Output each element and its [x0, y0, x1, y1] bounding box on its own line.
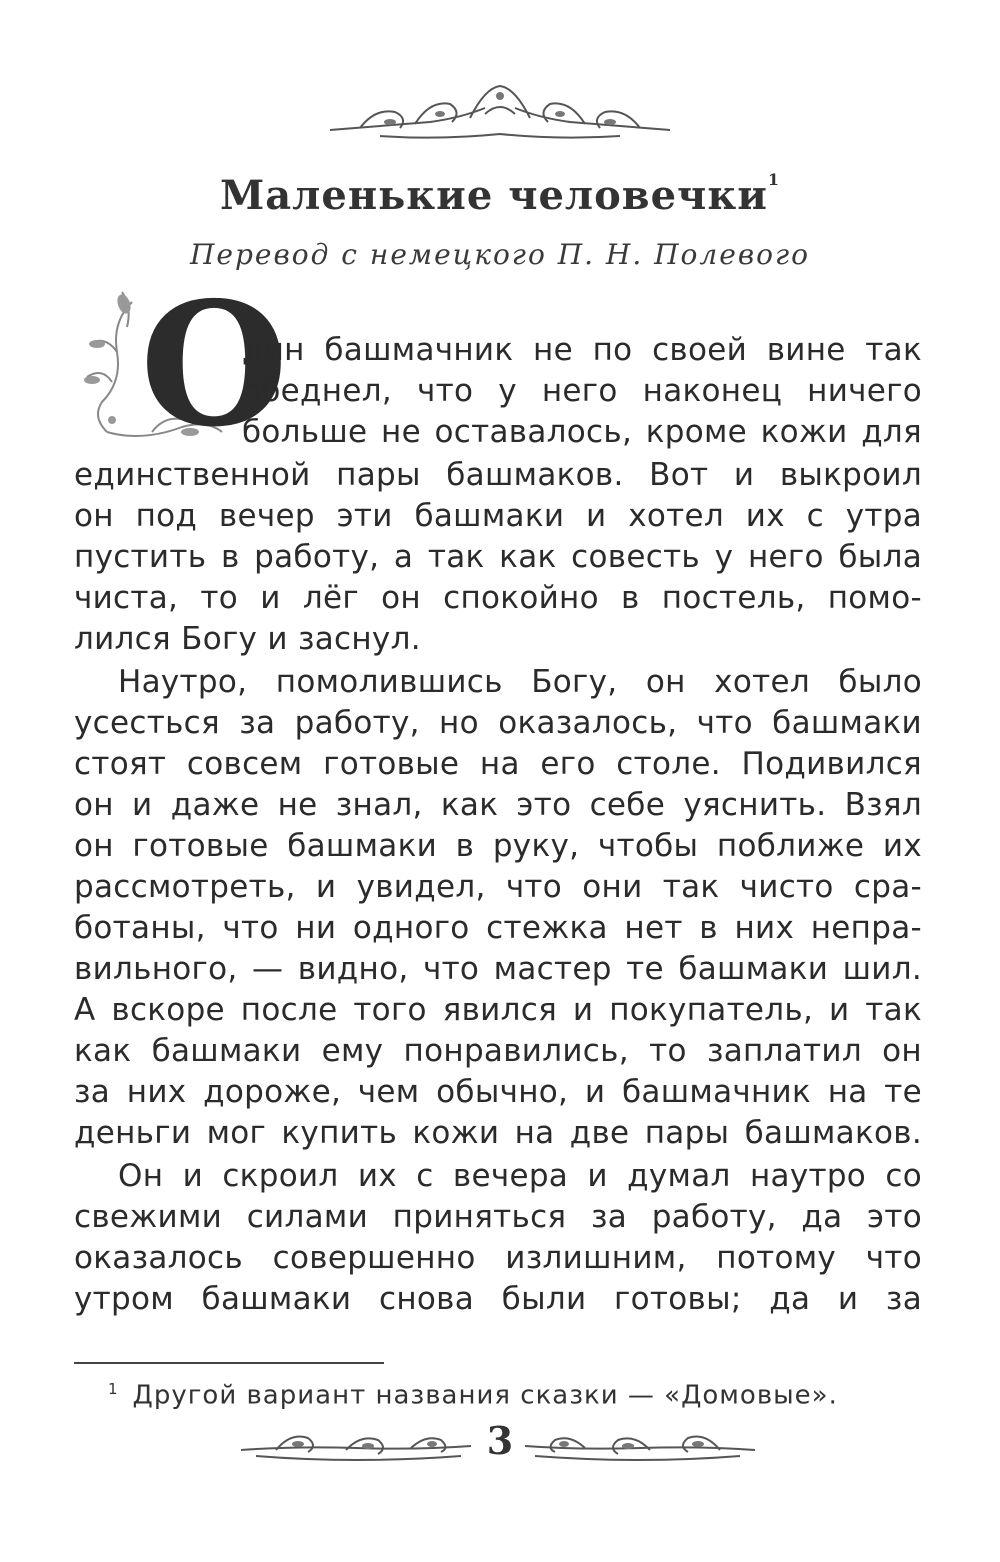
text-line: чиста, то и лёг он спокойно в постель, помо-: [74, 580, 922, 616]
footnote-mark: 1: [108, 1380, 119, 1398]
text-line: за них дороже, чем обычно, и башмачник на те: [74, 1074, 922, 1110]
text-line: стоят совсем готовые на его столе. Подивился: [74, 746, 922, 782]
drop-cap: [72, 265, 289, 465]
page-title: Маленькие человечки$^1$: [219, 170, 781, 219]
text-line: вильного, — видно, что мастер те башмаки шил.: [74, 951, 922, 987]
top-floral-ornament-icon: [320, 78, 680, 150]
footnote-divider: [74, 1362, 384, 1364]
text-line: оказалось совершенно излишним, потому что: [74, 1240, 922, 1276]
page-number: 3: [486, 1418, 514, 1463]
text-line: пустить в работу, а так как совесть у него была: [74, 539, 922, 575]
footer-right-ornament-icon: [520, 1420, 760, 1472]
text-line: дин башмачник не по своей вине так: [242, 332, 922, 368]
text-line: единственной пары башмаков. Вот и выкроил: [74, 457, 922, 493]
footnote-text: Другой вариант названия сказки — «Домовые».: [132, 1380, 838, 1411]
text-line: А вскоре после того явился и покупатель, и так: [74, 992, 922, 1028]
text-line: как башмаки ему понравились, то заплатил он: [74, 1033, 922, 1069]
footer-left-ornament-icon: [236, 1420, 476, 1472]
translator-subtitle: Перевод с немецкого П. Н. Полевого: [190, 238, 810, 271]
text-line: обеднел, что у него наконец ничего: [242, 373, 922, 409]
text-line: Наутро, помолившись Богу, он хотел было: [118, 664, 922, 700]
text-line: усесться за работу, но оказалось, что башмаки: [74, 705, 922, 741]
text-line: больше не оставалось, кроме кожи для: [242, 414, 922, 450]
text-line: он готовые башмаки в руку, чтобы поближе их: [74, 828, 922, 864]
footnote: [108, 1380, 838, 1411]
drop-cap-letter: О: [140, 265, 289, 465]
text-line: утром башмаки снова были готовы; да и за: [74, 1281, 922, 1317]
text-line: Он и скроил их с вечера и думал наутро со: [118, 1158, 922, 1194]
text-line: лился Богу и заснул.: [74, 621, 421, 657]
text-line: деньги мог купить кожи на две пары башмаков.: [74, 1115, 922, 1151]
text-line: рассмотреть, и увидел, что они так чисто сра-: [74, 869, 922, 905]
text-line: он и даже не знал, как это себе уяснить. Взял: [74, 787, 922, 823]
text-line: ботаны, что ни одного стежка нет в них непра-: [74, 910, 922, 946]
title-footnote-mark: 1: [767, 170, 781, 189]
text-line: он под вечер эти башмаки и хотел их с утра: [74, 498, 922, 534]
text-line: свежими силами приняться за работу, да это: [74, 1199, 922, 1235]
